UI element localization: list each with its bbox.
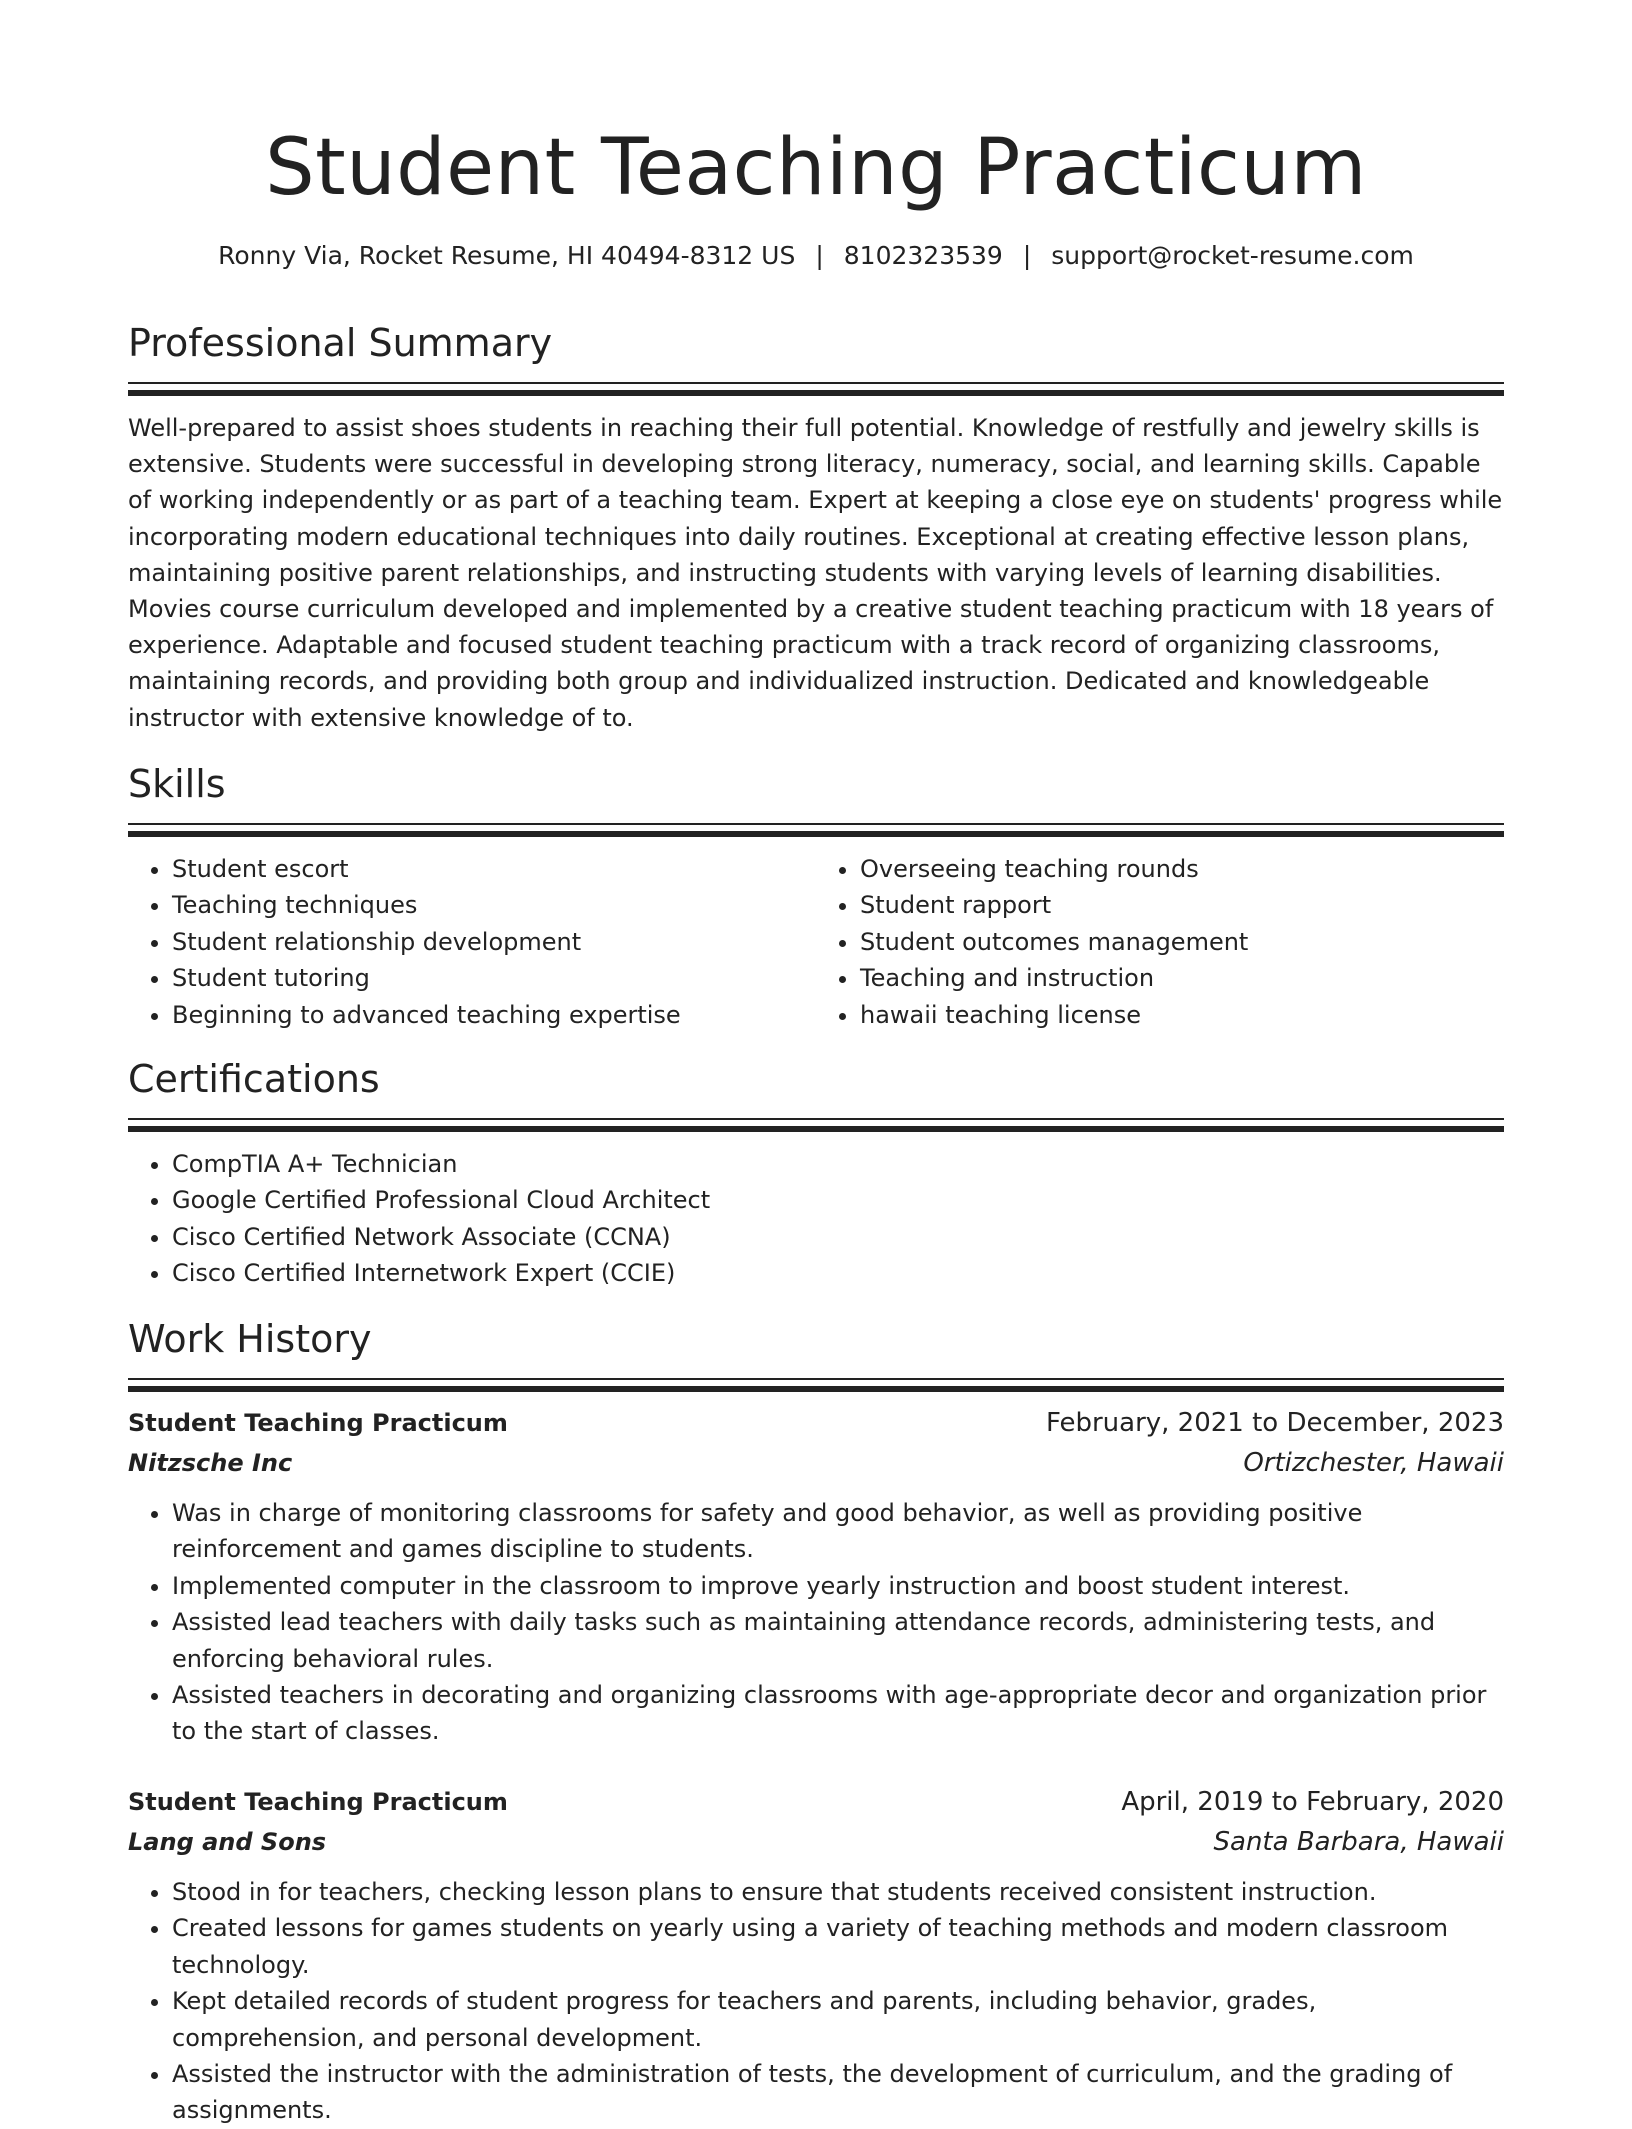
certification-item: • Cisco Certified Internetwork Expert (CCIE) [172, 1255, 1504, 1291]
job-bullet: • Stood in for teachers, checking lesson plans to ensure that students received consistent instruction. [172, 1874, 1504, 1910]
skills-section [128, 759, 1504, 1033]
certification-item: • Google Certified Professional Cloud Architect [172, 1182, 1504, 1218]
summary-section [128, 318, 1504, 736]
section-divider [128, 1378, 1504, 1380]
section-divider [128, 823, 1504, 825]
certifications-section [128, 1054, 1504, 1292]
job-dates: April, 2019 to February, 2020 [1121, 1787, 1504, 1817]
skill-item: • Teaching and instruction [860, 960, 1504, 996]
work-history-heading: Work History [128, 1317, 372, 1361]
skill-item: • hawaii teaching license [860, 997, 1504, 1033]
skill-item: • Beginning to advanced teaching expertise [172, 997, 816, 1033]
certifications-list [128, 1146, 1504, 1292]
section-divider [128, 1386, 1504, 1392]
contact-email: support@rocket-resume.com [1051, 241, 1414, 270]
job-company: Lang and Sons [128, 1828, 327, 1856]
job-location: Ortizchester, Hawaii [1243, 1448, 1504, 1478]
skills-columns [128, 851, 1504, 1033]
job-bullet: • Assisted teachers in decorating and organizing classrooms with age-appropriate decor and organization prior to the start of classes. [172, 1677, 1504, 1750]
summary-text: Well-prepared to assist shoes students in reaching their full potential. Knowledge of restfully and jewelry skills is extensive. Students were successful in developing strong literacy, numeracy, social, and learning skills. Capable of working independently or as part of a teaching team. Expert at keeping a close eye on students' progress while incorporating modern educational techniques into daily routines. Exceptional at creating effective lesson plans, maintaining positive parent relationships, and instructing students with varying levels of learning disabilities. Movies course curriculum developed and implemented by a creative student teaching practicum with 18 years of experience. Adaptable and focused student teaching practicum with a track record of organizing classrooms, maintaining records, and providing both group and individualized instruction. Dedicated and knowledgeable instructor with extensive knowledge of to. [128, 414, 1503, 732]
job-bullet: • Kept detailed records of student progress for teachers and parents, including behavior, grades, comprehension, and personal development. [172, 1983, 1504, 2056]
job-company-row [128, 1443, 1504, 1483]
resume-title: Student Teaching Practicum [265, 123, 1367, 213]
summary-heading: Professional Summary [128, 321, 553, 365]
job-header-row [128, 1403, 1504, 1443]
contact-phone: 8102323539 [843, 241, 1003, 270]
job-header-row [128, 1782, 1504, 1822]
job-bullet: • Assisted the instructor with the administration of tests, the development of curriculum, and the grading of assignments. [172, 2056, 1504, 2129]
job-dates: February, 2021 to December, 2023 [1045, 1408, 1504, 1438]
skill-item: • Student outcomes management [860, 924, 1504, 960]
skill-item: • Student rapport [860, 887, 1504, 923]
skill-item: • Student escort [172, 851, 816, 887]
job-bullet: • Was in charge of monitoring classrooms for safety and good behavior, as well as providing positive reinforcement and games discipline to students. [172, 1495, 1504, 1568]
contact-separator: | [815, 241, 824, 270]
job-title: Student Teaching Practicum [128, 1788, 508, 1816]
contact-line [128, 238, 1504, 274]
section-divider [128, 390, 1504, 396]
job-location: Santa Barbara, Hawaii [1213, 1827, 1504, 1857]
job-bullet: • Assisted lead teachers with daily tasks such as maintaining attendance records, administering tests, and enforcing behavioral rules. [172, 1604, 1504, 1677]
certification-item: • CompTIA A+ Technician [172, 1146, 1504, 1182]
skills-heading: Skills [128, 762, 226, 806]
section-divider [128, 1118, 1504, 1120]
section-divider [128, 382, 1504, 384]
certifications-heading: Certifications [128, 1057, 380, 1101]
certification-item: • Cisco Certified Network Associate (CCNA) [172, 1219, 1504, 1255]
job-company: Nitzsche Inc [128, 1449, 293, 1477]
skills-list-right [816, 851, 1504, 1033]
skill-item: • Overseeing teaching rounds [860, 851, 1504, 887]
skills-list-left [128, 851, 816, 1033]
work-history-section [128, 1314, 1504, 1392]
job-company-row [128, 1822, 1504, 1862]
contact-separator: | [1022, 241, 1032, 270]
skill-item: • Student relationship development [172, 924, 816, 960]
section-divider [128, 831, 1504, 837]
job-entry [128, 1782, 1504, 2129]
skill-item: • Teaching techniques [172, 887, 816, 923]
job-bullet: • Created lessons for games students on yearly using a variety of teaching methods and modern classroom technology. [172, 1910, 1504, 1983]
section-divider [128, 1126, 1504, 1132]
job-bullets [128, 1874, 1504, 2129]
job-entry [128, 1403, 1504, 1750]
job-bullets [128, 1495, 1504, 1750]
skill-item: • Student tutoring [172, 960, 816, 996]
job-title: Student Teaching Practicum [128, 1409, 508, 1437]
contact-address: Ronny Via, Rocket Resume, HI 40494-8312 US [218, 241, 796, 270]
job-bullet: • Implemented computer in the classroom to improve yearly instruction and boost student interest. [172, 1568, 1504, 1604]
